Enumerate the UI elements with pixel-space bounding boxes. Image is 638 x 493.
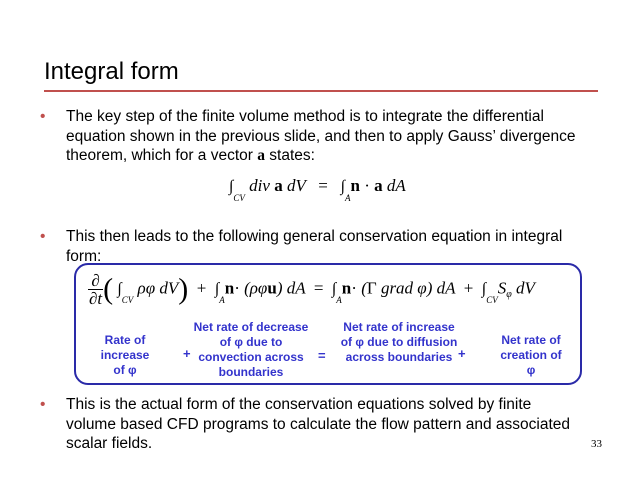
bullet-1 xyxy=(40,107,585,166)
bullet-2 xyxy=(40,227,585,266)
slide-title: Integral form xyxy=(44,58,179,85)
bullet-1-tail: states: xyxy=(265,147,315,164)
conservation-equation: ∂ ∂t( $\int_{CV}$ ρφ $dV) + \int_An\cdot (\rho\varphi u)$ dA = $\int_An\cdot (\Gamma$ grad φ) dA + $\int_{CV}S_\varphi$ dV xyxy=(89,271,535,308)
label-rate-of-increase: Rate of increase of φ xyxy=(100,333,150,377)
bullet-3-text: This is the actual form of the conservation equations solved by finite volume based CFD programs to calculate the flow pattern and associated scalar fields. xyxy=(66,396,571,452)
eq-op-2: = xyxy=(313,278,324,298)
bullet-3-marker: • xyxy=(40,396,46,413)
slide-number: 33 xyxy=(591,438,602,450)
bullet-1-text: The key step of the finite volume method is to integrate the differential equation shown in the previous slide, and then to apply Gauss’ divergence theorem, which for a vector xyxy=(66,108,576,164)
label-op-plus-2: + xyxy=(458,346,466,361)
eq-op-1: + xyxy=(196,278,207,298)
label-op-equals: = xyxy=(318,348,326,363)
eq-op-3: + xyxy=(463,278,474,298)
bullet-1-marker: • xyxy=(40,108,46,125)
label-convection: Net rate of decrease of φ due to convection across boundaries xyxy=(193,320,309,379)
bullet-2-text: This then leads to the following general conservation equation in integral form: xyxy=(66,228,563,265)
bullet-3 xyxy=(40,395,585,454)
bullet-1-vector: a xyxy=(257,147,265,164)
title-underline xyxy=(44,90,598,92)
gauss-equation: $\int_{CV}$ div a dV = $\int_An \cdot a$ dA xyxy=(229,176,406,203)
label-op-plus-1: + xyxy=(183,346,191,361)
label-diffusion: Net rate of increase of φ due to diffusion across boundaries xyxy=(340,320,458,364)
bullet-2-marker: • xyxy=(40,228,46,245)
label-creation: Net rate of creation of φ xyxy=(500,333,562,377)
